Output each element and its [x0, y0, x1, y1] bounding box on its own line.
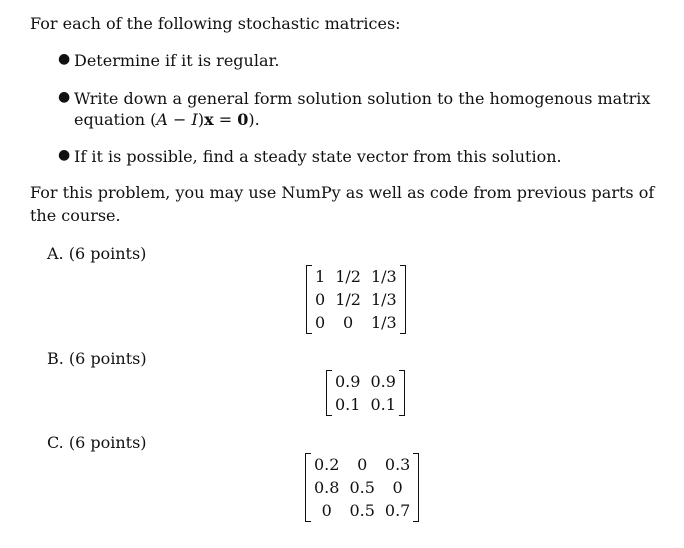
- matrix-row: [309, 499, 415, 522]
- matrix-cell: 0: [392, 478, 403, 497]
- bullet-general-solution-line2: [74, 110, 260, 129]
- matrix-cell: 0: [342, 313, 354, 332]
- intro-text: For each of the following stochastic matrices:: [30, 14, 401, 33]
- matrix-cell: 1/2: [335, 290, 361, 309]
- matrix-cell: 0.9: [335, 372, 361, 391]
- part-b-label: B. (6 points): [47, 349, 147, 368]
- part-a-label: A. (6 points): [47, 244, 147, 263]
- identity-symbol: I: [191, 110, 198, 129]
- matrix-row: [330, 370, 401, 393]
- matrix-cell: 0: [315, 313, 326, 332]
- matrix-cell: 0.5: [349, 501, 375, 520]
- matrix-c: [305, 453, 419, 522]
- matrix-A-symbol: A: [156, 110, 168, 129]
- minus-sign: −: [167, 110, 192, 129]
- matrix-b: [326, 370, 405, 416]
- matrix-cell: 0.3: [384, 455, 411, 474]
- matrix-cell: 1/3: [370, 313, 397, 332]
- matrix-cell: 1: [315, 267, 326, 286]
- equation-end: ).: [248, 110, 260, 129]
- matrix-row: [310, 311, 402, 334]
- matrix-cell: 0.5: [349, 478, 375, 497]
- matrix-row: [330, 393, 401, 416]
- matrix-row: [309, 476, 415, 499]
- matrix-cell: 1/3: [370, 290, 397, 309]
- matrix-cell: 0.2: [314, 455, 340, 474]
- vector-x-symbol: x: [204, 110, 214, 129]
- part-c-label: C. (6 points): [47, 433, 147, 452]
- matrix-row: [310, 265, 402, 288]
- bullet-steady-state: If it is possible, find a steady state vector from this solution.: [74, 147, 562, 166]
- bullet-general-solution-line1: Write down a general form solution solution to the homogenous matrix: [74, 89, 651, 108]
- matrix-cell: 0: [315, 290, 326, 309]
- matrix-cell: 0.7: [384, 501, 411, 520]
- zero-vector-symbol: 0: [237, 110, 249, 129]
- bullet-marker: ●: [58, 51, 71, 67]
- bullet-regular: Determine if it is regular.: [74, 51, 280, 70]
- equals-sign: =: [213, 110, 238, 129]
- paren-close: ): [197, 110, 205, 129]
- bullet-marker: ●: [58, 147, 71, 163]
- equation-prefix: equation (: [74, 110, 157, 129]
- matrix-cell: 0.1: [335, 395, 361, 414]
- matrix-cell: 0.8: [314, 478, 340, 497]
- matrix-row: [309, 453, 415, 476]
- matrix-cell: 0: [321, 501, 332, 520]
- matrix-cell: 0: [357, 455, 368, 474]
- matrix-cell: 1/3: [370, 267, 397, 286]
- matrix-cell: 0.1: [370, 395, 396, 414]
- matrix-a: [306, 265, 406, 334]
- matrix-cell: 0.9: [370, 372, 396, 391]
- matrix-cell: 1/2: [335, 267, 361, 286]
- bullet-marker: ●: [58, 89, 71, 105]
- matrix-row: [310, 288, 402, 311]
- numpy-note: For this problem, you may use NumPy as well as code from previous parts of the course.: [30, 183, 655, 225]
